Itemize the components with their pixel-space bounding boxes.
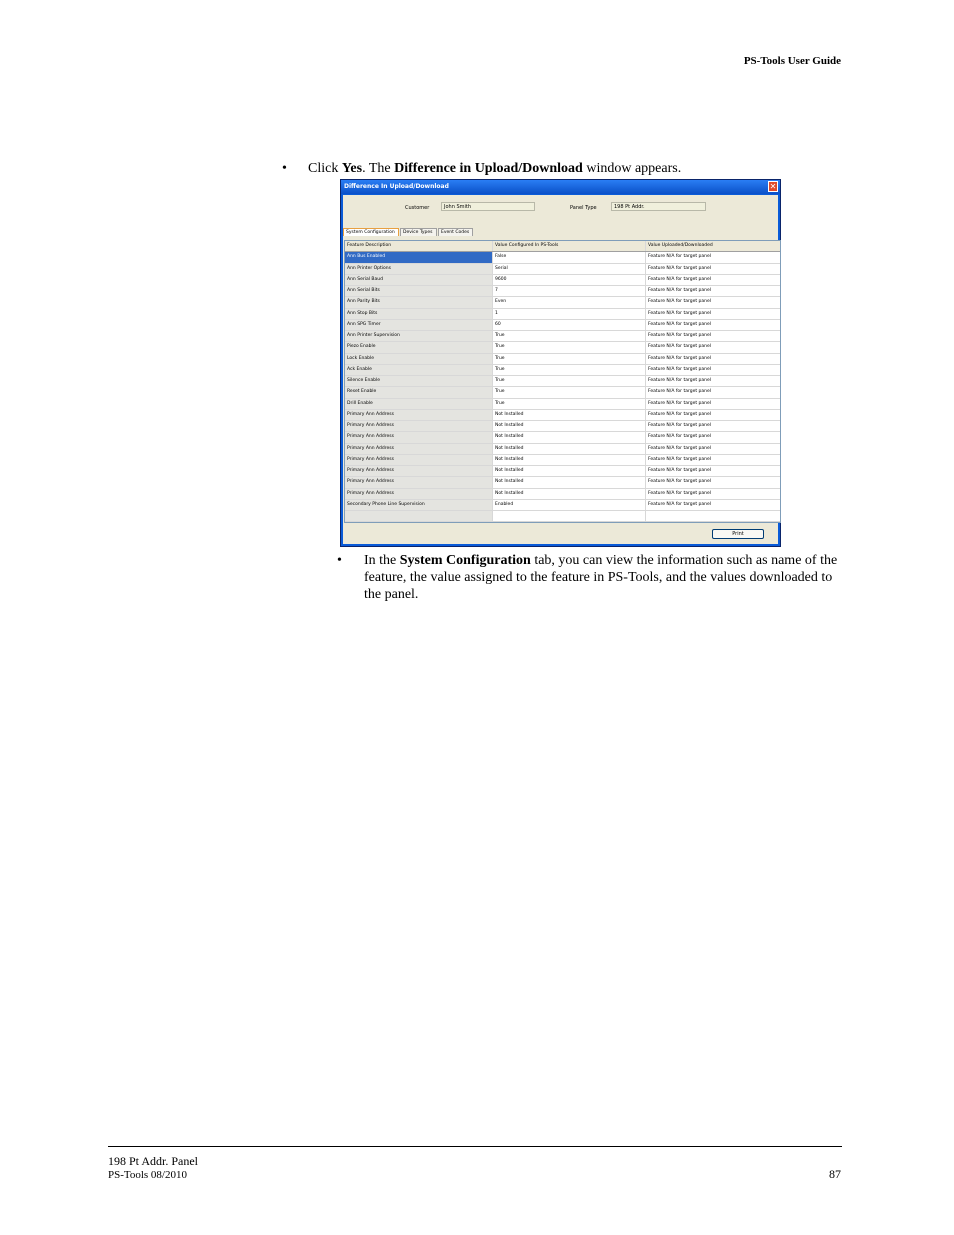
table-cell[interactable]: Not Installed	[493, 455, 646, 465]
table-cell[interactable]: Feature N/A for target panel	[648, 333, 712, 338]
table-cell[interactable]: True	[493, 376, 646, 386]
table-row[interactable]	[345, 286, 780, 297]
table-cell[interactable]: Feature N/A for target panel	[648, 400, 712, 406]
table-cell[interactable]: Feature N/A for target panel	[648, 389, 712, 395]
table-row[interactable]	[345, 399, 780, 410]
table-cell[interactable]: Ack Enable	[345, 365, 493, 375]
table-row[interactable]	[345, 320, 780, 331]
table-cell[interactable]: Serial	[493, 264, 646, 274]
table-cell[interactable]: Feature N/A for target panel	[648, 254, 712, 260]
table-cell[interactable]: Feature N/A for target panel	[648, 411, 712, 417]
table-header	[345, 241, 780, 252]
table-cell[interactable]: Feature N/A for target panel	[648, 310, 712, 316]
table-row[interactable]	[345, 354, 780, 365]
bullet-text: In the System Configuration tab, you can view the information such as name of the feature, the value assigned to the feature in PS-Tools, and the values downloaded to the panel.	[364, 553, 838, 602]
table-cell[interactable]: Primary Ann Address	[345, 477, 493, 487]
table-cell[interactable]: Not Installed	[493, 432, 646, 442]
footer-rule	[108, 1146, 842, 1147]
table-cell[interactable]: Ann Printer Options	[345, 264, 493, 274]
table-cell[interactable]: Lock Enable	[345, 354, 493, 364]
table-cell[interactable]: Feature N/A for target panel	[648, 299, 712, 305]
table-cell[interactable]: Primary Ann Address	[345, 455, 493, 465]
column-header[interactable]: Value Uploaded/Downloaded	[646, 241, 780, 251]
column-header[interactable]: Feature Description	[345, 241, 493, 251]
table-cell[interactable]: Ann Parity Bits	[345, 297, 493, 307]
table-cell[interactable]: Feature N/A for target panel	[648, 366, 712, 372]
table-cell[interactable]: Primary Ann Address	[345, 421, 493, 431]
table-cell[interactable]: Not Installed	[493, 466, 646, 476]
table-cell[interactable]: Primary Ann Address	[345, 410, 493, 420]
table-cell[interactable]: Feature N/A for target panel	[648, 321, 712, 327]
table-row[interactable]	[345, 500, 780, 511]
table-cell[interactable]: Feature N/A for target panel	[648, 276, 712, 282]
table-cell[interactable]: 7	[493, 286, 646, 296]
table-row[interactable]	[345, 252, 780, 263]
table-row[interactable]	[345, 444, 780, 455]
table-cell[interactable]: Feature N/A for target panel	[648, 456, 712, 462]
table-cell[interactable]: Ann Stop Bits	[345, 309, 493, 319]
table-cell[interactable]: Ann Bus Enabled	[345, 252, 493, 262]
bullet-system-configuration	[337, 552, 842, 603]
table-cell[interactable]: Feature N/A for target panel	[648, 468, 712, 473]
table-row[interactable]	[345, 432, 780, 443]
bullet-dot: •	[282, 161, 287, 176]
table-cell[interactable]: Not Installed	[493, 489, 646, 499]
table-cell[interactable]: True	[493, 342, 646, 352]
table-cell[interactable]: Feature N/A for target panel	[648, 355, 712, 361]
table-row[interactable]	[345, 264, 780, 275]
table-cell[interactable]: Feature N/A for target panel	[648, 479, 712, 485]
tab-device-types[interactable]: Device Types	[400, 228, 437, 236]
table-cell[interactable]: 1	[493, 309, 646, 319]
bullet-dot: •	[337, 553, 342, 568]
table-cell[interactable]: Feature N/A for target panel	[648, 378, 712, 383]
table-cell[interactable]: Ann Serial Baud	[345, 275, 493, 285]
bullet-text: Click Yes. The Difference in Upload/Download window appears.	[308, 161, 682, 176]
table-row[interactable]	[345, 387, 780, 398]
table-cell[interactable]: Feature N/A for target panel	[648, 501, 712, 507]
table-cell[interactable]	[493, 511, 646, 521]
table-cell[interactable]: 60	[493, 320, 646, 330]
table-cell[interactable]: Ann SPG Timer	[345, 320, 493, 330]
table-cell[interactable]: Drill Enable	[345, 399, 493, 409]
table-cell[interactable]: Feature N/A for target panel	[648, 434, 712, 440]
table-cell[interactable]: Ann Printer Supervision	[345, 331, 493, 341]
table-row[interactable]	[345, 365, 780, 376]
table-row[interactable]	[345, 455, 780, 466]
window-title: Difference In Upload/Download	[344, 183, 449, 190]
table-cell[interactable]: Feature N/A for target panel	[648, 344, 712, 350]
table-cell[interactable]: Primary Ann Address	[345, 432, 493, 442]
table-cell[interactable]: Reset Enable	[345, 387, 493, 397]
customer-field: John Smith	[441, 202, 535, 211]
customer-label: Customer	[405, 205, 430, 211]
table-cell[interactable]: True	[493, 354, 646, 364]
table-cell[interactable]: Not Installed	[493, 421, 646, 431]
table-cell[interactable]: Primary Ann Address	[345, 444, 493, 454]
table-cell[interactable]: Feature N/A for target panel	[648, 490, 712, 496]
panel-type-label: Panel Type	[570, 205, 597, 211]
table-cell[interactable]: True	[493, 399, 646, 409]
table-row[interactable]	[345, 511, 780, 522]
table-cell[interactable]: True	[493, 365, 646, 375]
table-row[interactable]	[345, 489, 780, 500]
table-cell[interactable]: Even	[493, 297, 646, 307]
table-row[interactable]	[345, 342, 780, 353]
table-cell[interactable]: Not Installed	[493, 477, 646, 487]
window-titlebar	[341, 180, 780, 194]
table-cell[interactable]: Feature N/A for target panel	[648, 423, 712, 428]
table-row[interactable]	[345, 275, 780, 286]
table-row[interactable]	[345, 421, 780, 432]
table-row[interactable]	[345, 309, 780, 320]
difference-window	[340, 179, 781, 547]
table-cell[interactable]: 9600	[493, 275, 646, 285]
table-cell[interactable]: Silence Enable	[345, 376, 493, 386]
table-row[interactable]	[345, 477, 780, 488]
tab-system-configuration[interactable]: System Configuration	[343, 228, 399, 236]
print-button[interactable]: Print	[712, 529, 764, 539]
table-cell[interactable]: Primary Ann Address	[345, 466, 493, 476]
column-header[interactable]: Value Configured In PS-Tools	[493, 241, 646, 251]
differences-table	[344, 240, 781, 523]
footer-version: PS-Tools 08/2010	[108, 1169, 187, 1181]
table-cell[interactable]: False	[493, 252, 646, 262]
table-cell[interactable]: Feature N/A for target panel	[648, 445, 712, 451]
footer-product: 198 Pt Addr. Panel	[108, 1154, 199, 1168]
close-icon[interactable]: ✕	[769, 182, 777, 191]
table-row[interactable]	[345, 331, 780, 342]
page-number: 87	[829, 1167, 841, 1181]
panel-type-field: 198 Pt Addr.	[611, 202, 706, 211]
table-cell[interactable]: Piezo Enable	[345, 342, 493, 352]
table-cell[interactable]: Feature N/A for target panel	[648, 265, 712, 271]
table-cell[interactable]: True	[493, 387, 646, 397]
table-cell[interactable]: Not Installed	[493, 444, 646, 454]
table-cell[interactable]: Secondary Phone Line Supervision	[345, 500, 493, 510]
tab-event-codes[interactable]: Event Codes	[438, 228, 473, 236]
table-cell[interactable]	[646, 511, 780, 521]
table-row[interactable]	[345, 410, 780, 421]
table-cell[interactable]: True	[493, 331, 646, 341]
table-cell[interactable]: Primary Ann Address	[345, 489, 493, 499]
table-row[interactable]	[345, 376, 780, 387]
table-row[interactable]	[345, 297, 780, 308]
table-cell[interactable]	[345, 511, 493, 521]
table-row[interactable]	[345, 466, 780, 477]
running-header: PS-Tools User Guide	[743, 55, 841, 67]
window-client	[343, 195, 778, 544]
table-cell[interactable]: Feature N/A for target panel	[648, 288, 712, 293]
table-cell[interactable]: Ann Serial Bits	[345, 286, 493, 296]
table-cell[interactable]: Enabled	[493, 500, 646, 510]
table-cell[interactable]: Not Installed	[493, 410, 646, 420]
